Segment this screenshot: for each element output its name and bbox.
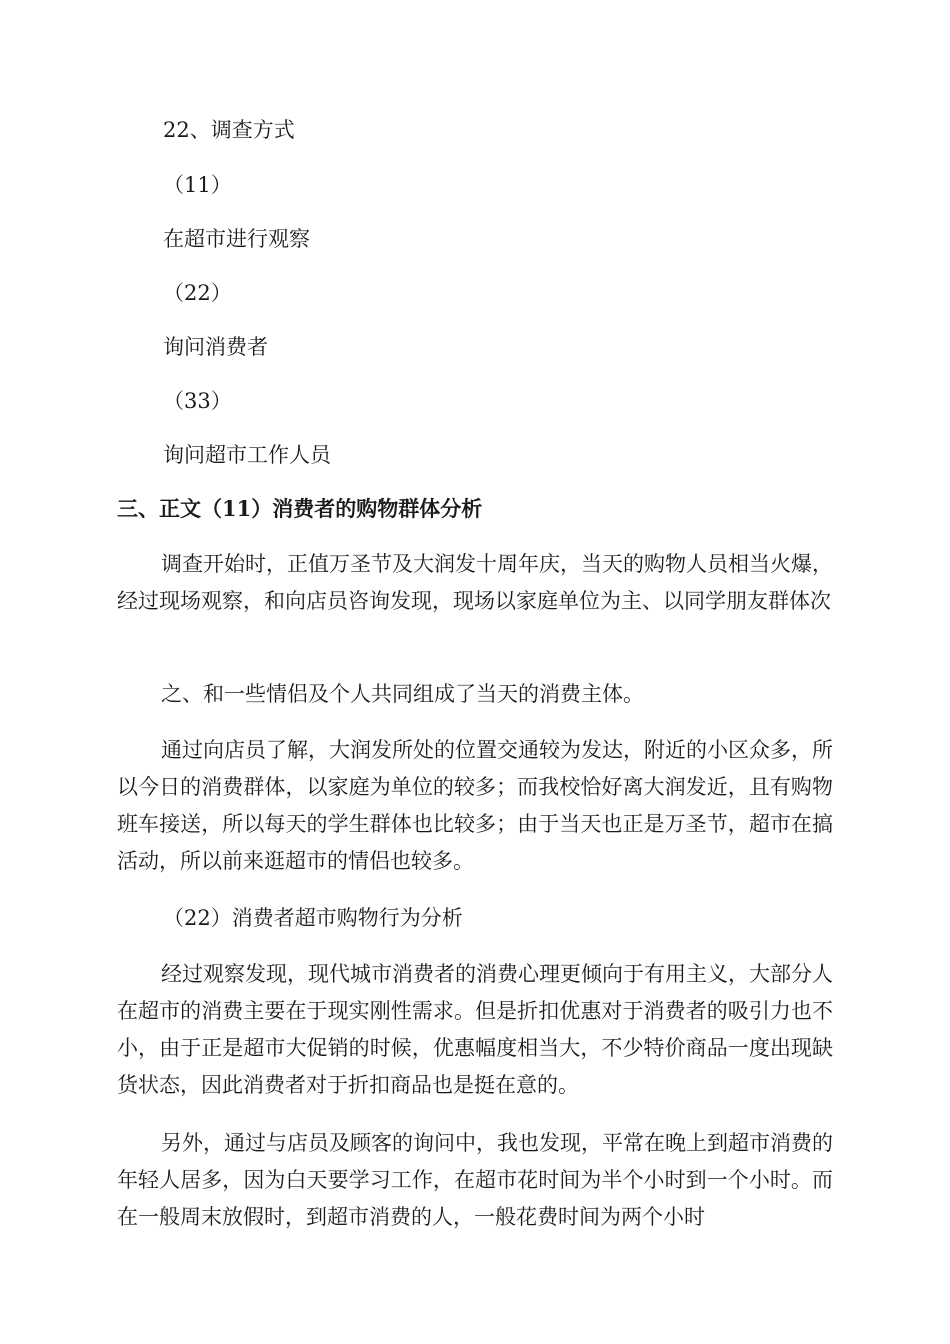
paragraph-continuation: 之、和一些情侣及个人共同组成了当天的消费主体。	[161, 682, 644, 706]
paragraph-consumer-psychology: 经过观察发现，现代城市消费者的消费心理更倾向于有用主义，大部分人在超市的消费主要在于现实刚性需求。但是折扣优惠对于消费者的吸引力也不小，由于正是超市大促销的时候，优惠幅度相当大，不少特价商品一度出现缺货状态，因此消费者对于折扣商品也是挺在意的。	[117, 962, 833, 1097]
list-item-number-1: （11）	[163, 173, 232, 197]
section-heading-main-text: 三、正文（11）消费者的购物群体分析	[117, 496, 483, 521]
section-title-survey-method: 22、调查方式	[163, 118, 295, 142]
list-item-number-3: （33）	[163, 389, 232, 413]
list-item-number-2: （22）	[163, 281, 232, 305]
subsection-heading-shopping-behavior: （22）消费者超市购物行为分析	[163, 906, 463, 930]
list-item-text-2: 询问消费者	[163, 335, 268, 359]
list-item-text-3: 询问超市工作人员	[163, 443, 331, 467]
paragraph-location-analysis: 通过向店员了解，大润发所处的位置交通较为发达，附近的小区众多，所以今日的消费群体，以家庭为单位的较多；而我校恰好离大润发近，且有购物班车接送，所以每天的学生群体也比较多；由于当天也正是万圣节，超市在搞活动，所以前来逛超市的情侣也较多。	[117, 738, 833, 873]
paragraph-shopping-groups: 调查开始时，正值万圣节及大润发十周年庆，当天的购物人员相当火爆，经过现场观察，和向店员咨询发现，现场以家庭单位为主、以同学朋友群体次	[117, 552, 833, 613]
list-item-text-1: 在超市进行观察	[163, 227, 310, 251]
paragraph-shopping-time: 另外，通过与店员及顾客的询问中，我也发现，平常在晚上到超市消费的年轻人居多，因为白天要学习工作，在超市花时间为半个小时到一个小时。而在一般周末放假时，到超市消费的人，一般花费时间为两个小时	[117, 1131, 833, 1229]
